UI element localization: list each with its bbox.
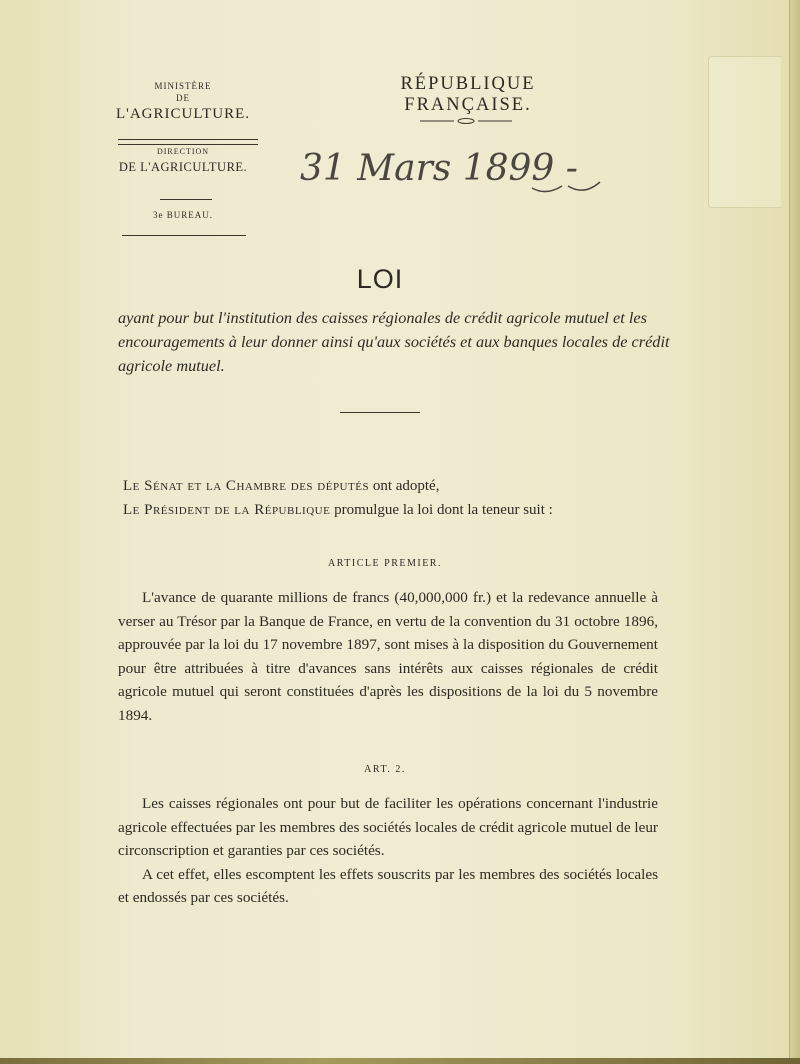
direction-name: DE L'AGRICULTURE. (118, 160, 248, 174)
article-1-heading: ARTICLE PREMIER. (328, 558, 442, 569)
ministry-de: DE (176, 93, 190, 103)
bureau-rule (122, 235, 246, 236)
law-subtitle: ayant pour but l'institution des caisses régionales de crédit agricole mutuel et les encouragements à leur donner ainsi qu'aux sociétés et aux banques locales de crédit agricole mutuel. (118, 308, 670, 375)
handwritten-date-text: 31 Mars 1899 - (300, 148, 578, 189)
article-2-paragraph-1: Les caisses régionales ont pour but de faciliter les opérations concernant l'industrie agricole effectuées par les membres des sociétés locales de crédit agricole mutuel de leur circonscription et garanties par ces sociétés. (118, 795, 658, 859)
president: Le Président de la République (123, 502, 331, 518)
adopted-text: ont adopté, (369, 478, 440, 494)
article-1-body (118, 586, 658, 727)
page-edge (789, 0, 800, 1064)
republic-heading: RÉPUBLIQUE FRANÇAISE. (400, 74, 536, 115)
enactment-line-2 (123, 498, 683, 522)
enactment-line-1 (123, 474, 683, 498)
ministry-label: MINISTÈRE (154, 81, 212, 91)
bureau-label: 3e BUREAU. (153, 210, 213, 220)
header-double-rule (118, 139, 258, 145)
paper-tab (708, 56, 781, 208)
section-rule (340, 412, 420, 413)
law-title: LOI (356, 264, 404, 294)
handwritten-date (300, 136, 620, 200)
enactment-formula (123, 474, 683, 522)
article-1-paragraph: L'avance de quarante millions de francs (40,000,000 fr.) et la redevance annuelle à verser au Trésor par la Banque de France, en vertu de la convention du 31 octobre 1896, approuvée par la loi du 17 novembre 1897, sont mises à la disposition du Gouvernement pour être attribuées à titre d'avances sans intérêts aux caisses régionales de crédit agricole mutuel qui seront constituées d'après les dispositions de la loi du 5 novembre 1894. (118, 589, 658, 724)
ornament-rule (420, 116, 512, 126)
page-bottom-edge (0, 1058, 800, 1064)
article-2-heading: ART. 2. (364, 764, 406, 775)
article-2-paragraph-2: A cet effet, elles escomptent les effets souscrits par les membres des sociétés locales et endossés par ces sociétés. (118, 865, 658, 906)
ministry-name: L'AGRICULTURE. (115, 106, 251, 122)
direction-label: DIRECTION (156, 147, 210, 156)
header-short-rule (160, 199, 212, 200)
article-2-body (118, 792, 658, 910)
promulgate-text: promulgue la loi dont la teneur suit : (330, 502, 553, 518)
ministry-header (108, 80, 258, 176)
senate-chamber: Le Sénat et la Chambre des députés (123, 478, 370, 494)
